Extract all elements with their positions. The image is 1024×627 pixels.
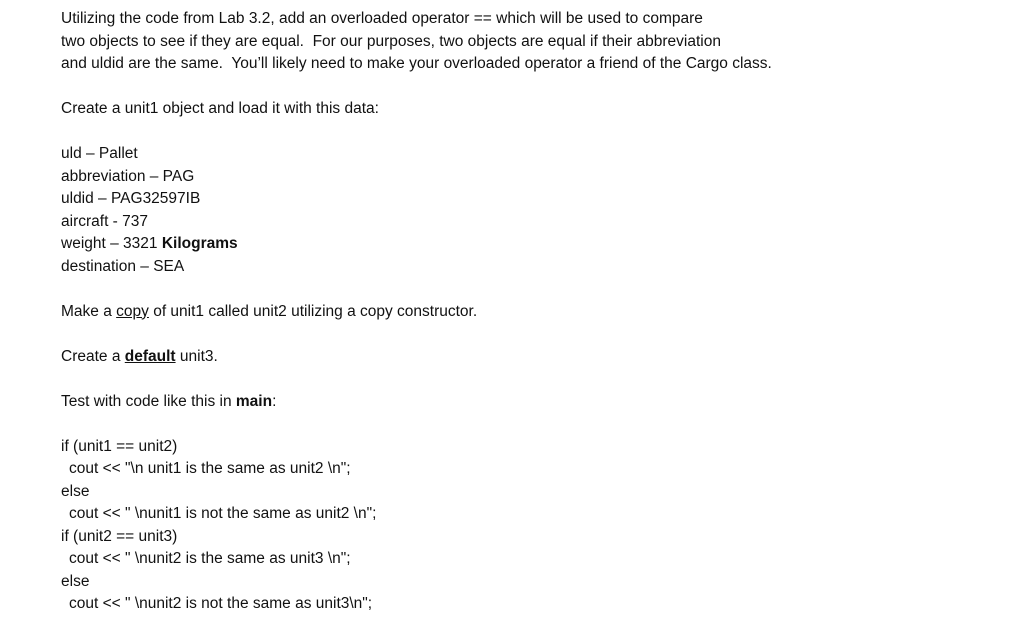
- copy-underlined-word: copy: [116, 302, 149, 320]
- test-text-before: Test with code like this in: [61, 392, 236, 410]
- code-line: cout << " \nunit1 is not the same as unit2 \n";: [69, 505, 377, 522]
- intro-line-3: and uldid are the same. You’ll likely need to make your overloaded operator a friend of the Cargo class.: [61, 55, 772, 72]
- code-line: cout << " \nunit2 is not the same as unit3\n";: [69, 595, 373, 612]
- data-destination: destination – SEA: [61, 257, 185, 275]
- intro-line-1: Utilizing the code from Lab 3.2, add an overloaded operator == which will be used to compare: [61, 10, 703, 27]
- intro-line-2: two objects to see if they are equal. For our purposes, two objects are equal if their abbreviation: [61, 32, 721, 50]
- code-line: if (unit2 == unit3): [61, 527, 178, 545]
- document-body: [61, 8, 1001, 616]
- data-weight: [61, 233, 1001, 256]
- default-emphasis-word: default: [124, 347, 176, 365]
- default-instruction: [61, 346, 1001, 369]
- test-text-after: :: [272, 392, 277, 410]
- spacer: [61, 278, 1001, 301]
- create-unit1-instruction: Create a unit1 object and load it with this data:: [61, 100, 379, 117]
- copy-text-after: of unit1 called unit2 utilizing a copy constructor.: [148, 302, 478, 320]
- data-uldid: uldid – PAG32597IB: [61, 190, 201, 207]
- spacer: [61, 323, 1001, 346]
- code-line: cout << "\n unit1 is the same as unit2 \n";: [69, 460, 351, 477]
- test-instruction: [61, 391, 1001, 414]
- code-line: cout << " \nunit2 is the same as unit3 \n";: [69, 550, 351, 567]
- code-sample: [61, 436, 1001, 616]
- main-emphasis-word: main: [235, 392, 273, 410]
- spacer: [61, 76, 1001, 99]
- spacer: [61, 121, 1001, 144]
- default-text-before: Create a: [61, 347, 125, 365]
- spacer: [61, 368, 1001, 391]
- code-line: else: [61, 482, 90, 500]
- code-line: else: [61, 572, 90, 590]
- unit1-data-list: [61, 143, 1001, 278]
- copy-instruction: [61, 301, 1001, 324]
- data-aircraft: aircraft - 737: [61, 212, 149, 230]
- copy-text-before: Make a: [61, 302, 117, 320]
- weight-value: weight – 3321: [61, 235, 162, 252]
- weight-unit: Kilograms: [161, 235, 238, 252]
- default-text-after: unit3.: [175, 347, 218, 365]
- spacer: [61, 413, 1001, 436]
- code-line: if (unit1 == unit2): [61, 437, 178, 455]
- data-abbreviation: abbreviation – PAG: [61, 167, 195, 185]
- data-uld: uld – Pallet: [61, 145, 138, 162]
